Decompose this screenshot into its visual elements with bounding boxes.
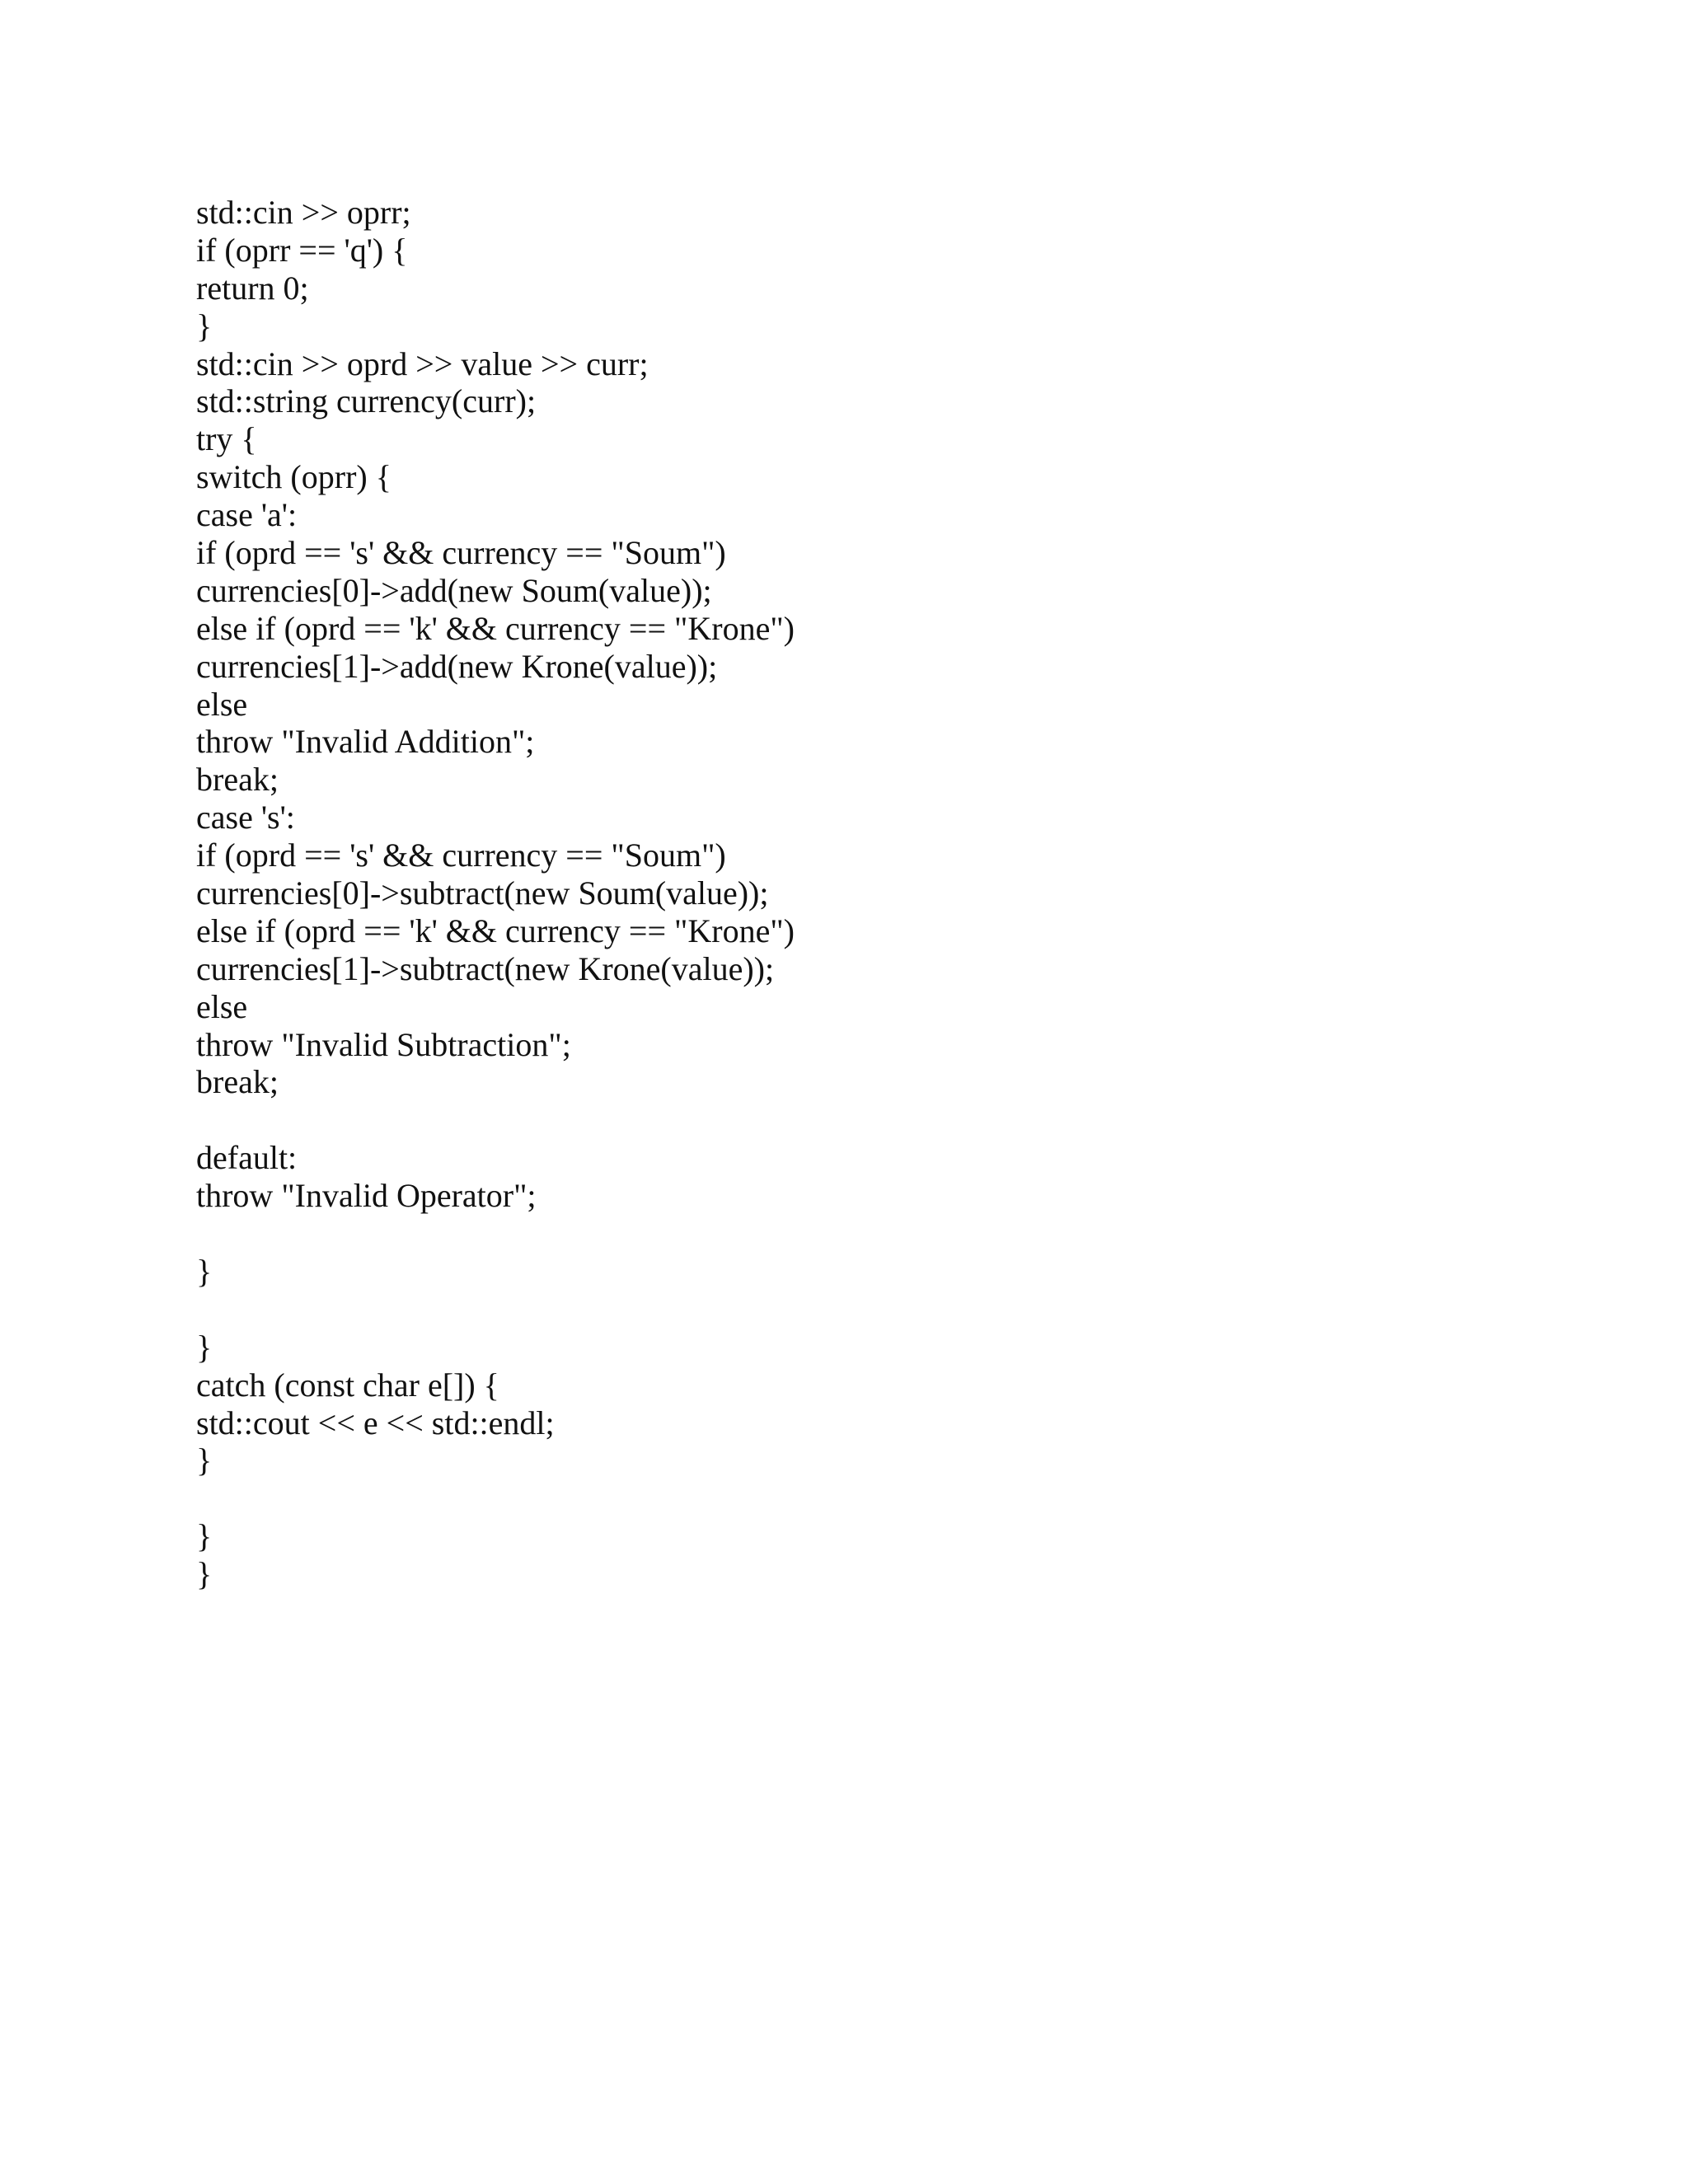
code-line: } — [196, 1517, 213, 1555]
code-line: else — [196, 987, 248, 1025]
code-line: std::cin >> oprd >> value >> curr; — [196, 344, 649, 382]
code-line: catch (const char e[]) { — [196, 1366, 499, 1404]
code-line: } — [196, 1328, 213, 1366]
code-line: currencies[1]->add(new Krone(value)); — [196, 647, 718, 685]
code-line: currencies[0]->subtract(new Soum(value)); — [196, 874, 769, 912]
code-line: std::cout << e << std::endl; — [196, 1404, 555, 1441]
code-line: return 0; — [196, 269, 309, 307]
code-line: if (oprd == 's' && currency == "Soum") — [196, 534, 726, 572]
code-line: currencies[0]->add(new Soum(value)); — [196, 571, 712, 609]
code-line: } — [196, 1441, 213, 1479]
code-line: throw "Invalid Subtraction"; — [196, 1025, 571, 1063]
blank-line — [196, 1215, 795, 1253]
code-line: if (oprr == 'q') { — [196, 231, 408, 269]
blank-line — [196, 1479, 795, 1517]
code-line: } — [196, 1252, 213, 1290]
code-line: switch (oprr) { — [196, 458, 392, 496]
code-line: else — [196, 685, 248, 723]
code-line: } — [196, 1555, 213, 1593]
code-line: throw "Invalid Addition"; — [196, 723, 535, 761]
code-line: break; — [196, 761, 279, 799]
code-line: default: — [196, 1139, 298, 1177]
blank-line — [196, 1291, 795, 1329]
code-listing — [196, 194, 795, 1593]
blank-line — [196, 1101, 795, 1139]
code-line: } — [196, 307, 213, 344]
code-line: std::cin >> oprr; — [196, 194, 411, 231]
code-line: else if (oprd == 'k' && currency == "Krone") — [196, 609, 795, 647]
code-line: case 'a': — [196, 496, 298, 534]
code-line: if (oprd == 's' && currency == "Soum") — [196, 837, 726, 874]
code-line: throw "Invalid Operator"; — [196, 1177, 537, 1215]
code-line: currencies[1]->subtract(new Krone(value)); — [196, 949, 775, 987]
code-line: case 's': — [196, 799, 295, 837]
code-line: else if (oprd == 'k' && currency == "Krone") — [196, 912, 795, 949]
code-line: std::string currency(curr); — [196, 382, 537, 420]
code-line: try { — [196, 420, 257, 458]
code-line: break; — [196, 1063, 279, 1101]
